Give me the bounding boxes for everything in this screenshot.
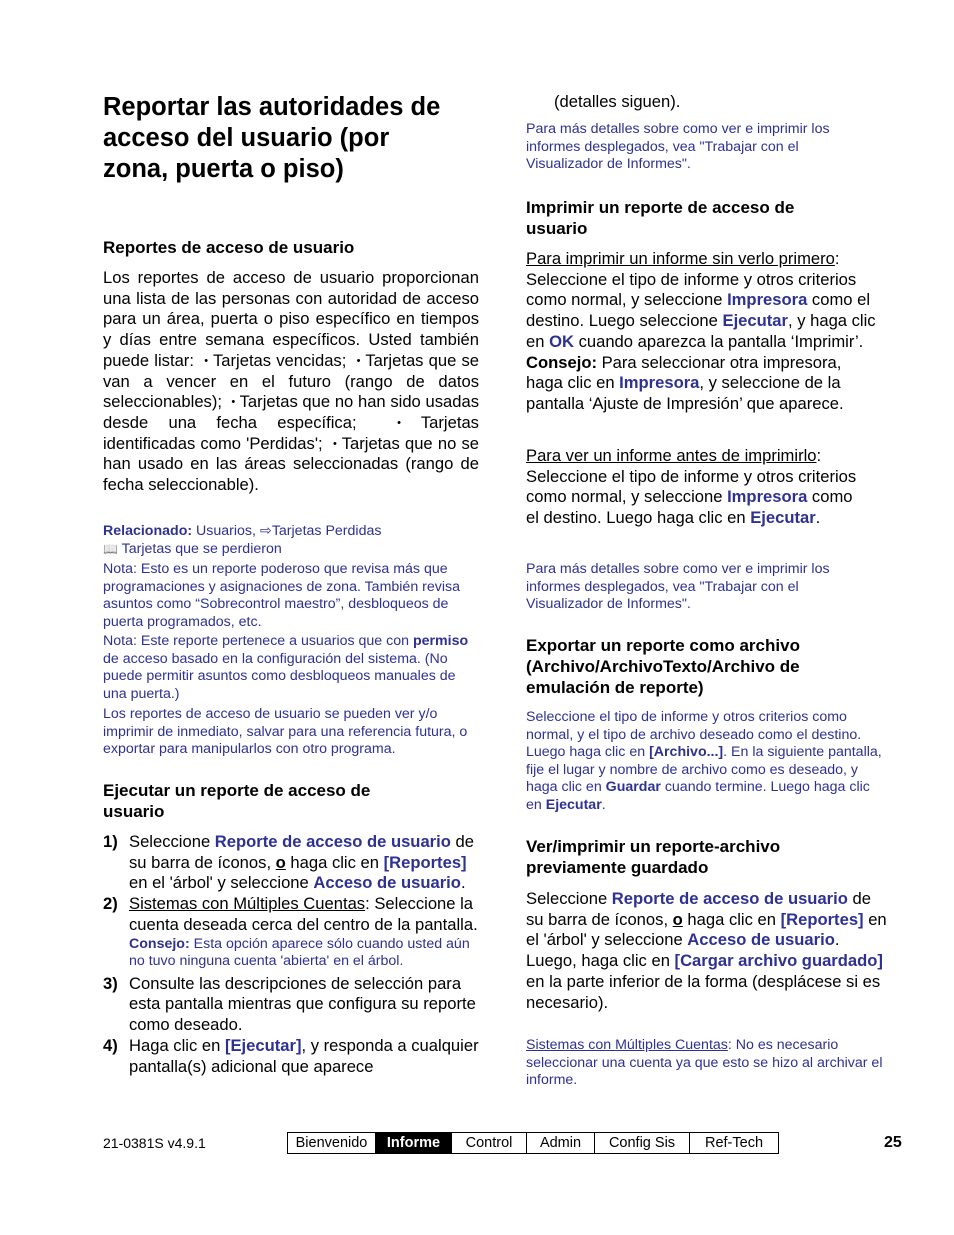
run-steps-list <box>103 832 479 1077</box>
ok-link[interactable]: OK <box>549 331 574 351</box>
document-id: 21-0381S v4.9.1 <box>103 1135 206 1151</box>
load-saved-file-link[interactable]: [Cargar archivo guardado] <box>674 951 883 971</box>
bullet-icon: • <box>332 437 337 450</box>
save-link[interactable]: Guardar <box>605 779 661 796</box>
step-2: 2) Sistemas con Múltiples Cuentas: Seleccione la cuenta deseada cerca del centro de la pantalla. Consejo: Esta opción aparece sólo cuando usted aún no tuvo ninguna cuenta 'abierta' en el árbol. <box>103 894 478 970</box>
run-link[interactable]: Ejecutar <box>545 796 602 813</box>
arrow-right-icon: ⇨ <box>259 523 272 539</box>
printer-link[interactable]: Impresora <box>727 290 808 310</box>
page-number: 25 <box>884 1134 902 1151</box>
tab-control[interactable]: Control <box>452 1133 527 1153</box>
step-4: 4) Haga clic en [Ejecutar], y responda a cualquier pantalla(s) adicional que aparece <box>103 1035 479 1076</box>
saved-report-instructions: Seleccione Reporte de acceso de usuario de su barra de íconos, o haga clic en [Reportes] en el 'árbol' y seleccione Acceso de usuario. Luego, haga clic en [Cargar archivo guardado] en la parte inferior de la forma (desplácese si es necesario). <box>526 889 887 1012</box>
page-footer <box>0 1132 954 1154</box>
lost-cards-reference: 📖 Tarjetas que se perdieron <box>103 541 282 557</box>
page-title: Reportar las autoridades de acceso del usuario (por zona, puerta o piso) <box>103 93 441 183</box>
step-2-tip: Consejo: Esta opción aparece sólo cuando usted aún no tuvo ninguna cuenta 'abierta' en el árbol. <box>129 935 470 970</box>
section-nav <box>287 1132 779 1154</box>
note-view-print: Los reportes de acceso de usuario se pueden ver y/o imprimir de inmediato, salvar para una referencia futura, o exportar para manipularlos con otro programa. <box>103 706 468 758</box>
continued-text: (detalles siguen). <box>554 92 681 111</box>
user-access-link[interactable]: Acceso de usuario <box>313 873 461 893</box>
more-details-note-1: Para más detalles sobre como ver e imprimir los informes desplegados, vea "Trabajar con el Visualizador de Informes". <box>526 121 830 173</box>
tab-informe[interactable]: Informe <box>376 1133 452 1153</box>
run-link[interactable]: Ejecutar <box>722 311 788 331</box>
tab-config-sis[interactable]: Config Sis <box>595 1133 690 1153</box>
lost-cards-link[interactable]: Tarjetas Perdidas <box>271 523 382 539</box>
section-heading-user-access-reports: Reportes de acceso de usuario <box>103 238 355 257</box>
tab-ref-tech[interactable]: Ref-Tech <box>704 1135 764 1151</box>
bullet-icon: • <box>231 396 236 409</box>
section-heading-print-report: Imprimir un reporte de acceso de usuario <box>526 198 795 238</box>
user-access-report-link[interactable]: Reporte de acceso de usuario <box>214 832 451 851</box>
user-access-link[interactable]: Acceso de usuario <box>687 930 835 950</box>
file-link[interactable]: [Archivo...] <box>649 744 724 761</box>
more-details-note-2: Para más detalles sobre como ver e imprimir los informes desplegados, vea "Trabajar con el Visualizador de Informes". <box>526 561 830 613</box>
bullet-icon: • <box>204 354 209 367</box>
section-heading-export-report: Exportar un reporte como archivo (Archivo/ArchivoTexto/Archivo de emulación de reporte) <box>526 636 800 697</box>
reports-link[interactable]: [Reportes] <box>780 909 864 929</box>
related-line: Relacionado: Usuarios, ⇨Tarjetas Perdidas <box>103 523 382 539</box>
note-powerful-report: Nota: Esto es un reporte poderoso que revisa más que programaciones y asignaciones de zona. También revisa asuntos como “Sobrecontrol maestro”, desbloqueos de puerta programados, etc. <box>103 561 460 630</box>
tab-admin[interactable]: Admin <box>527 1133 595 1153</box>
export-instructions: Seleccione el tipo de informe y otros criterios como normal, y el tipo de archivo deseado como el destino. Luego haga clic en [Archivo...]. En la siguiente pantalla, fije el lugar y nombre de archivo como es deseado, y haga clic en Guardar cuando termine. Luego haga clic en Ejecutar. <box>526 709 882 813</box>
note-permission: Nota: Este reporte pertenece a usuarios que con permiso de acceso basado en la configuración del sistema. (No puede permitir asuntos como desbloqueos manuales de una puerta.) <box>103 633 469 702</box>
printer-link[interactable]: Impresora <box>727 487 808 507</box>
step-1: 1) Seleccione Reporte de acceso de usuario de su barra de íconos, o haga clic en [Reportes] en el 'árbol' y seleccione Acceso de usuario. <box>103 832 474 893</box>
view-before-print: Para ver un informe antes de imprimirlo: Seleccione el tipo de informe y otros criterios como normal, y seleccione Impresora como el destino. Luego haga clic en Ejecutar. <box>526 446 857 528</box>
run-link[interactable]: [Ejecutar] <box>224 1035 302 1055</box>
user-access-report-link[interactable]: Reporte de acceso de usuario <box>611 889 848 908</box>
tab-bienvenido[interactable]: Bienvenido <box>288 1133 376 1153</box>
section-heading-saved-report: Ver/imprimir un reporte-archivo previamente guardado <box>526 837 781 877</box>
print-without-preview: Para imprimir un informe sin verlo primero: Seleccione el tipo de informe y otros criterios como normal, y seleccione Impresora como el destino. Luego seleccione Ejecutar, y haga clic en OK cuando aparezca la pantalla ‘Imprimir’. Consejo: Para seleccionar otra impresora, haga clic en Impresora, y seleccione de la pantalla ‘Ajuste de Impresión’ que aparece. <box>526 249 876 413</box>
section-heading-run-report: Ejecutar un reporte de acceso de usuario <box>103 781 371 821</box>
bullet-icon: • <box>397 416 401 429</box>
printer-link[interactable]: Impresora <box>619 373 700 393</box>
user-access-description: Los reportes de acceso de usuario proporcionan una lista de las personas con autoridad de acceso para un área, puerta o piso específico en tiempos y días entre semana específicos. Usted también puede listar: • Tarjetas vencidas; • Tarjetas que se van a vencer en el futuro (rango de datos seleccionables); • Tarjetas que no han sido usadas desde una fecha específica; • Tarjetas identificadas como 'Perdidas'; • Tarjetas que no se han usado en las áreas seleccionadas (rango de fecha seleccionable). <box>103 268 479 495</box>
reports-link[interactable]: [Reportes] <box>383 852 467 872</box>
step-3: 3) Consulte las descripciones de selección para esta pantalla mientras que configura su reporte como deseado. <box>103 973 476 1035</box>
multi-account-note: Sistemas con Múltiples Cuentas: No es necesario seleccionar una cuenta ya que esto se hizo al archivar el informe. <box>526 1037 883 1089</box>
run-link[interactable]: Ejecutar <box>750 508 816 528</box>
bullet-icon: • <box>356 354 361 367</box>
book-icon: 📖 <box>103 542 118 556</box>
